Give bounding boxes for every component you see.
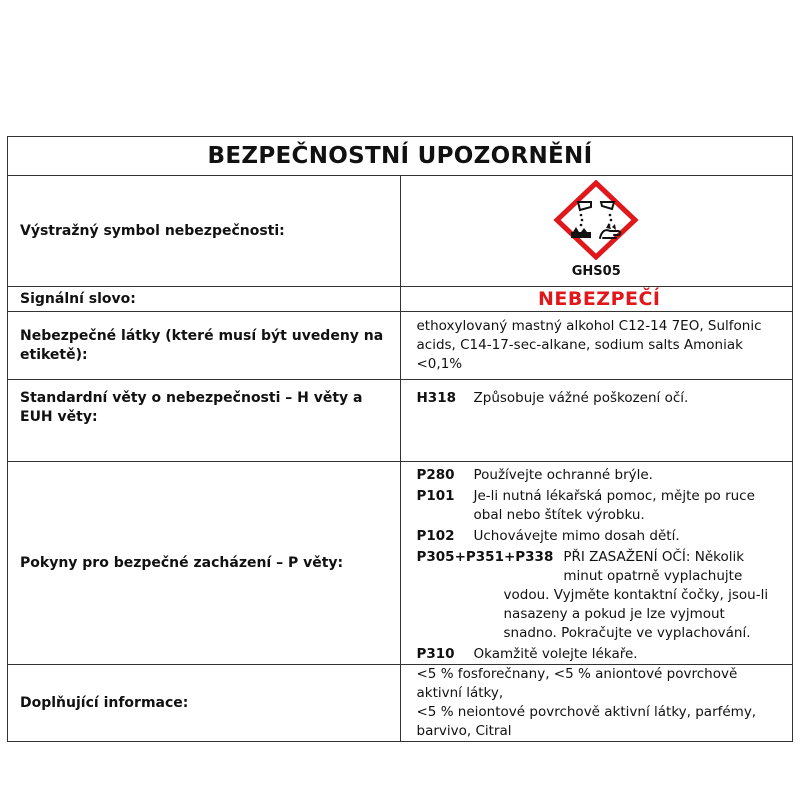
pictogram-code: GHS05 <box>571 264 621 279</box>
extra-info-label: Doplňující informace: <box>8 665 401 742</box>
substances-text: ethoxylovaný mastný alkohol C12-14 7EO, Sulfonic acids, C14-17-sec-alkane, sodium salts Amoniak <0,1% <box>400 312 793 380</box>
symbol-label: Výstražný symbol nebezpečnosti: <box>8 176 401 287</box>
symbol-row <box>8 176 793 287</box>
precaution-statement <box>417 548 783 586</box>
precaution-code: P310 <box>416 646 455 662</box>
precaution-code: P305+P351+P338 <box>416 549 554 565</box>
hazard-code: H318 <box>416 390 456 406</box>
precaution-statement <box>417 466 783 485</box>
hazard-statement <box>417 389 783 408</box>
hazard-cell <box>400 380 793 462</box>
precaution-statement <box>417 645 783 664</box>
precaution-code: P102 <box>416 528 455 544</box>
precaution-text-continued: vodou. Vyjměte kontaktní čočky, jsou-li nasazeny a pokud je lze vyjmout <box>503 587 769 622</box>
precaution-label: Pokyny pro bezpečné zacházení – P věty: <box>8 462 401 665</box>
label-title: BEZPEČNOSTNÍ UPOZORNĚNÍ <box>8 137 793 176</box>
precaution-statement <box>417 527 783 546</box>
signal-label: Signální slovo: <box>8 287 401 312</box>
signal-row <box>8 287 793 312</box>
extra-info-line: <5 % neiontové povrchově aktivní látky, parfémy, barvivo, Citral <box>416 704 757 739</box>
substances-row <box>8 312 793 380</box>
symbol-cell <box>400 176 793 287</box>
safety-label-table <box>7 136 793 742</box>
signal-word: NEBEZPEČÍ <box>400 287 793 312</box>
extra-info-line: <5 % fosforečnany, <5 % aniontové povrchově aktivní látky, <box>416 666 738 701</box>
hazard-row <box>8 380 793 462</box>
precaution-text: Používejte ochranné brýle. <box>473 467 653 483</box>
precaution-cell <box>400 462 793 665</box>
precaution-text: PŘI ZASAŽENÍ OČÍ: Několik minut opatrně vyplachujte <box>563 549 745 584</box>
substances-label: Nebezpečné látky (které musí být uvedeny na etiketě): <box>8 312 401 380</box>
extra-info-cell <box>400 665 793 742</box>
corrosion-icon <box>548 180 644 260</box>
precaution-code: P280 <box>416 467 455 483</box>
precaution-row <box>8 462 793 665</box>
hazard-label: Standardní věty o nebezpečnosti – H věty a EUH věty: <box>8 380 401 462</box>
precaution-text: Uchovávejte mimo dosah dětí. <box>473 528 680 544</box>
precaution-text-continued: snadno. Pokračujte ve vyplachování. <box>503 625 751 641</box>
extra-info-row <box>8 665 793 742</box>
hazard-text: Způsobuje vážné poškození očí. <box>473 390 689 406</box>
precaution-text: Okamžitě volejte lékaře. <box>473 646 638 662</box>
precaution-statement <box>417 487 783 525</box>
precaution-text: Je-li nutná lékařská pomoc, mějte po ruce obal nebo štítek výrobku. <box>473 488 755 523</box>
precaution-code: P101 <box>416 488 455 504</box>
